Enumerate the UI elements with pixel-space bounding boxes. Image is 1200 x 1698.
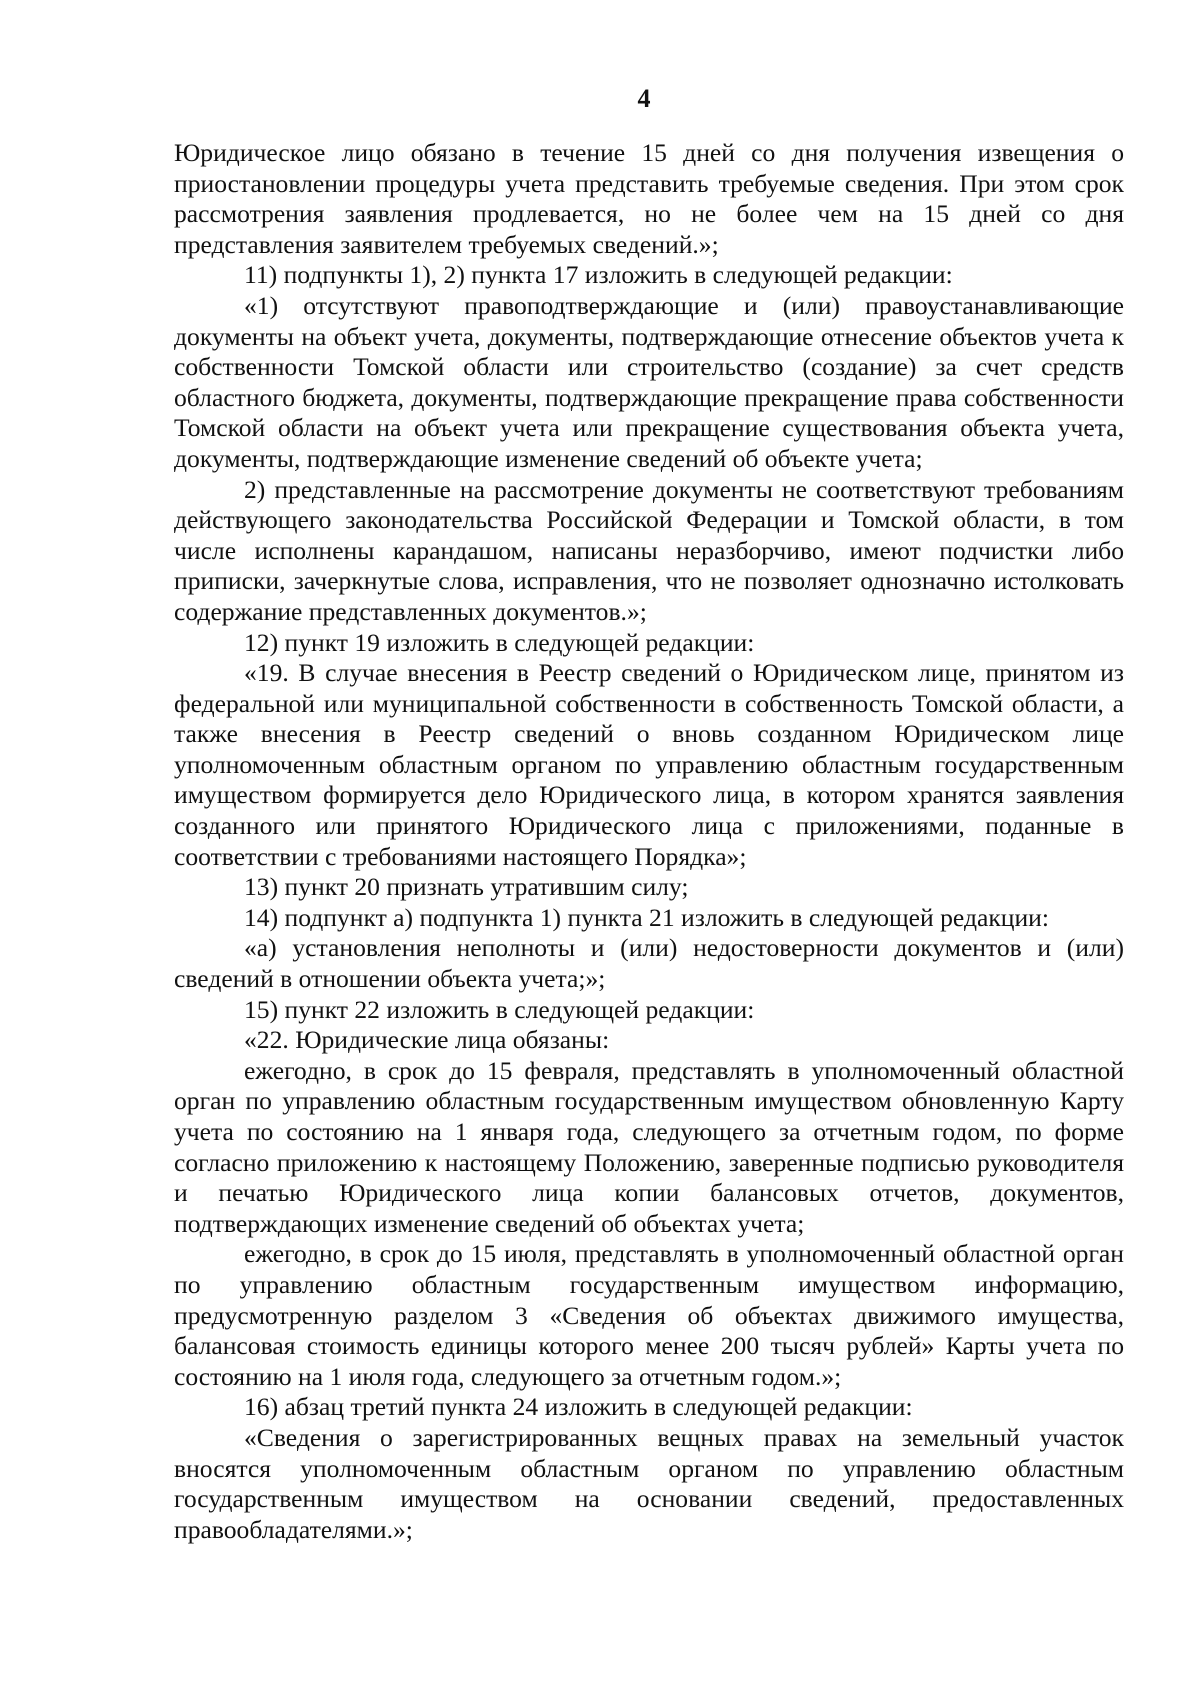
paragraph: «22. Юридические лица обязаны: (244, 1025, 610, 1055)
paragraph: 12) пункт 19 изложить в следующей редакции: (244, 627, 755, 657)
page-number: 4 (637, 84, 651, 113)
paragraph: «19. В случае внесения в Реестр сведений о Юридическом лице, принятом из федеральной или муниципальной собственности в собственность Томской области, а также внесения в Реестр сведений о вновь созданном Юридическом лице уполномоченным областным органом по управлению областным государственным имуществом формируется дело Юридического лица, в котором хранятся заявления созданного или принятого Юридического лица с приложениями, поданные в соответствии с требованиями настоящего Порядка»; (174, 658, 1124, 871)
paragraph: 11) подпункты 1), 2) пункта 17 изложить в следующей редакции: (244, 260, 953, 290)
document-body (174, 138, 1124, 1545)
paragraph: 13) пункт 20 признать утратившим силу; (244, 872, 689, 902)
paragraph: Юридическое лицо обязано в течение 15 дней со дня получения извещения о приостановлении процедуры учета представить требуемые сведения. При этом срок рассмотрения заявления продлевается, но не более чем на 15 дней со дня представления заявителем требуемых сведений.»; (174, 138, 1124, 259)
paragraph: 15) пункт 22 изложить в следующей редакции: (244, 994, 755, 1024)
paragraph: 2) представленные на рассмотрение документы не соответствуют требованиям действующего законодательства Российской Федерации и Томской области, в том числе исполнены карандашом, написаны неразборчиво, имеют подчистки либо приписки, зачеркнутые слова, исправления, что не позволяет однозначно истолковать содержание представленных документов.»; (174, 474, 1124, 626)
paragraph: ежегодно, в срок до 15 июля, представлять в уполномоченный областной орган по управлению областным государственным имуществом информацию, предусмотренную разделом 3 «Сведения об объектах движимого имущества, балансовая стоимость единицы которого менее 200 тысяч рублей» Карты учета по состоянию на 1 июля года, следующего за отчетным годом.»; (174, 1239, 1124, 1391)
paragraph: «а) установления неполноты и (или) недостоверности документов и (или) сведений в отношении объекта учета;»; (174, 933, 1124, 994)
paragraph: ежегодно, в срок до 15 февраля, представлять в уполномоченный областной орган по управлению областным государственным имуществом обновленную Карту учета по состоянию на 1 января года, следующего за отчетным годом, по форме согласно приложению к настоящему Положению, заверенные подписью руководителя и печатью Юридического лица копии балансовых отчетов, документов, подтверждающих изменение сведений об объектах учета; (174, 1055, 1124, 1238)
paragraph: «1) отсутствуют правоподтверждающие и (или) правоустанавливающие документы на объект учета, документы, подтверждающие отнесение объектов учета к собственности Томской области или строительство (создание) за счет средств областного бюджета, документы, подтверждающие прекращение права собственности Томской области на объект учета или прекращение существования объекта учета, документы, подтверждающие изменение сведений об объекте учета; (174, 290, 1124, 473)
paragraph: 14) подпункт а) подпункта 1) пункта 21 изложить в следующей редакции: (244, 902, 1049, 932)
paragraph: «Сведения о зарегистрированных вещных правах на земельный участок вносятся уполномоченным областным органом по управлению областным государственным имуществом на основании сведений, предоставленных правообладателями.»; (174, 1422, 1124, 1544)
paragraph: 16) абзац третий пункта 24 изложить в следующей редакции: (244, 1392, 913, 1422)
